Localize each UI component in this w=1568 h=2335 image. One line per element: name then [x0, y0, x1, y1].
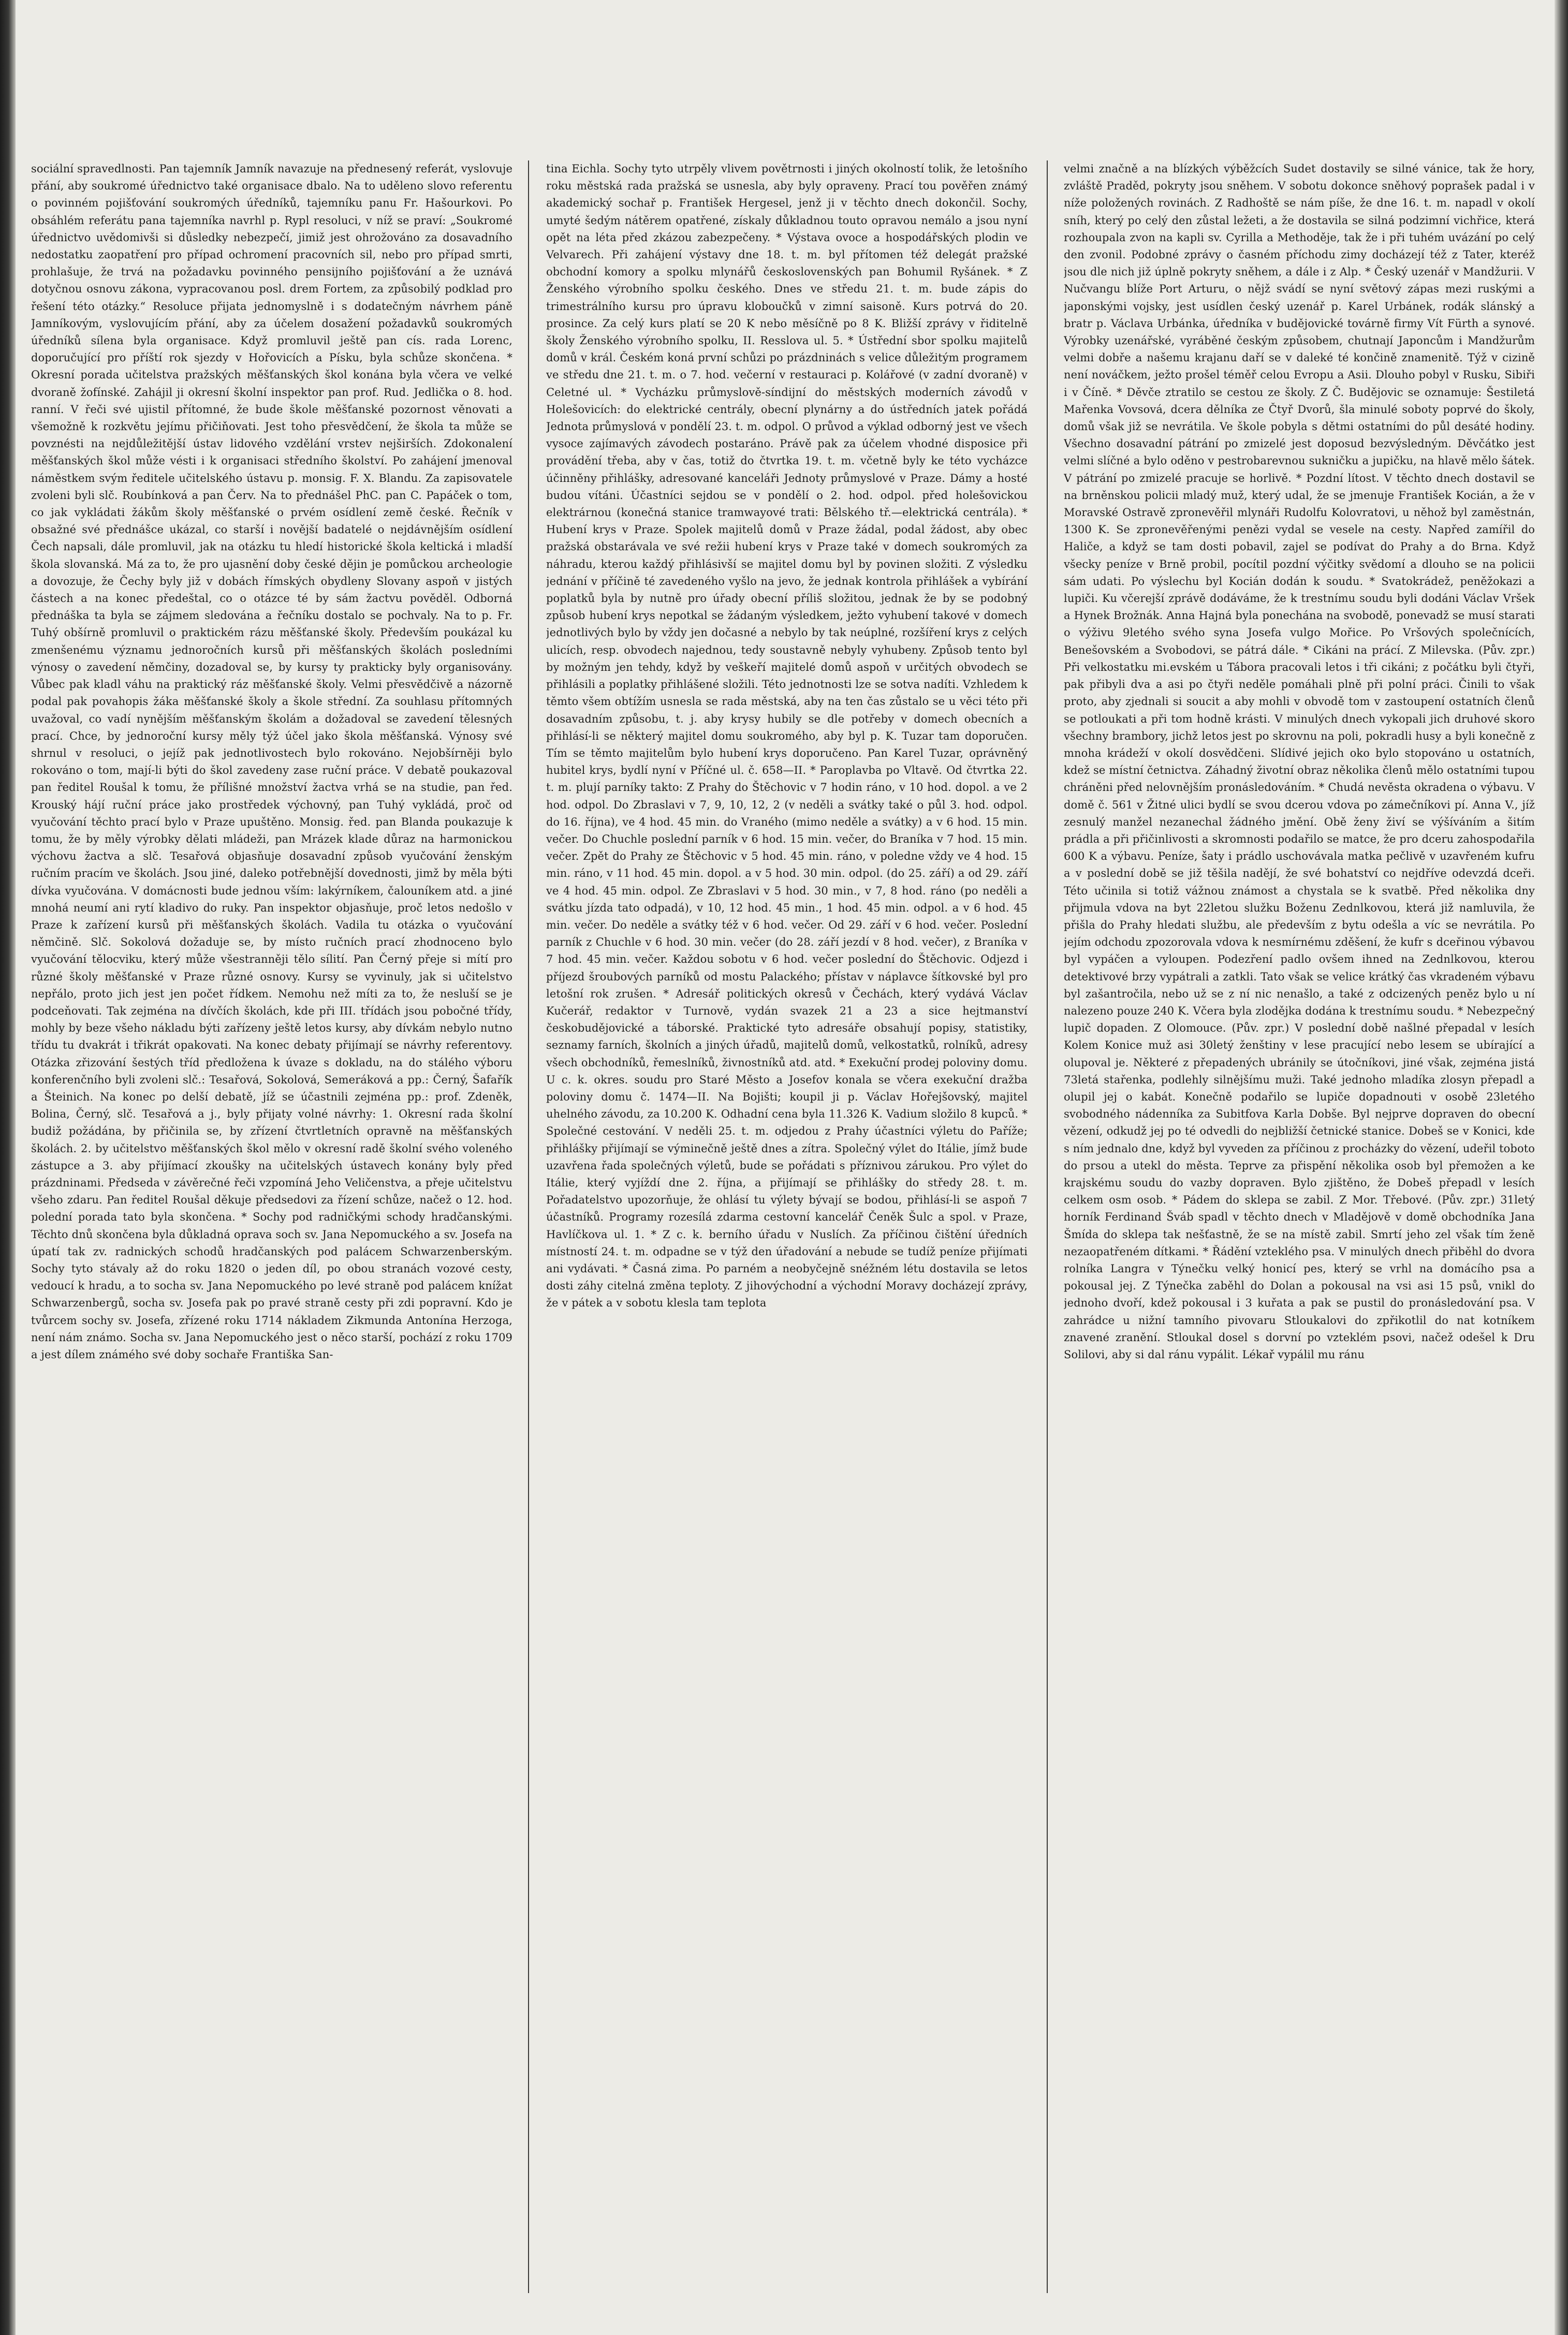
- column-3-text: velmi značně a na blízkých výběžcích Sudet dostavily se silné vánice, tak že hory, zvláště Praděd, pokryty jsou sněhem. V sobotu dokonce sněhový poprašek padal i v níže položených rovinách. Z Radhoště se nám píše, že dne 16. t. m. napadl v okolí sníh, který po celý den zůstal ležeti, a že dostavila se silná podzimní vichřice, která rozhoupala zvon na kapli sv. Cyrilla a Methoděje, tak že i při tuhém uvázání po celý den zvonil. Podobné zprávy o časném příchodu zimy docházejí též z Tater, kteréž jsou dle nich již úplně pokryty sněhem, a dále i z Alp. * Český uzenář v Mandžurii. V Nučvangu blíže Port Arturu, o nějž svádí se nyní světový zápas mezi ruskými a japonskými vojsky, jest usídlen český uzenář p. Karel Urbánek, rodák slánský a bratr p. Václava Urbánka, úředníka v budějovické továrně firmy Vít Fürth a synové. Výrobky uzenářské, vyráběné českým způsobem, chutnají Japoncům i Mandžurům velmi dobře a našemu krajanu daří se v daleké té končině znamenitě. Týž v cizině není nováčkem, ježto prošel téměř celou Evropu a Asii. Dlouho pobyl v Rusku, Sibiři i v Číně. * Děvče ztratilo se cestou ze školy. Z Č. Budějovic se oznamuje: Šestiletá Mařenka Vovsová, dcera dělníka ze Čtyř Dvorů, šla minulé soboty poprvé do školy, domů však již se nevrátila. Ve škole pobyla s dětmi ostatními do půl desáté hodiny. Všechno dosavadní pátrání po zmizelé jest doposud bezvýsledným. Děvčátko jest velmi slíčné a bylo oděno v pestrobarevnou sukničku a jupičku, na hlavě mělo šátek. V pátrání po zmizelé pracuje se horlivě. * Pozdní lítost. V těchto dnech dostavil se na brněnskou policii mladý muž, který udal, že se jmenuje František Kocián, a že v Moravské Ostravě zpronevěřil mlynáři Rudolfu Kolovratovi, u něhož byl zaměstnán, 1300 K. Se zpronevěřenými penězi vydal se vesele na cesty. Napřed zamířil do Haliče, a když se tam dosti pobavil, zajel se podívat do Prahy a do Brna. Když všecky peníze v Brně probil, pocítil pozdní výčitky svědomí a dlouho se na policii sám udati. Po výslechu byl Kocián dodán k soudu. * Svatokrádež, peněžokazi a lupiči. Ku včerejší zprávě dodáváme, že k trestnímu soudu byli dodáni Václav Vršek a Hynek Brožnák. Anna Hajná byla ponechána na svobodě, ponevadž se musí starati o výživu 9letého svého syna Josefa vulgo Mořice. Po Vršových společnících, Benešovském a Svobodovi, se pátrá dále. * Cikáni na prácí. Z Milevska. (Pův. zpr.) Při velkostatku mi.evském u Tábora pracovali letos i tři cikáni; z počátku byli čtyři, pak přibyli dva a asi po čtyři neděle pomáhali plně při polní práci. Činili to však proto, aby zjednali si soucit a aby mohli v obvodě tom v zastoupení ostatních členů se potloukati a při tom hodně krásti. V minulých dnech vykopali jich druhové skoro všechny brambory, jichž letos jest po skrovnu na poli, pokradli husy a byli konečně z mnoha krádeží v okolí dosvědčeni. Slídivé jejich oko bylo stopováno u ostatních, kdež se místní četnictva. Záhadný životní obraz několika členů mělo ostatními tupou chráněni před nelovnějším pronásledováním. * Chudá nevěsta okradena o výbavu. V domě č. 561 v Žitné ulici bydlí se svou dcerou vdova po zámečníkovi pí. Anna V., jíž zesnulý manžel nezanechal žádného jmění. Obě ženy živí se výšíváním a šitím prádla a při přičinlivosti a skromnosti podařilo se matce, že pro dceru zahospodařila 600 K a výbavu. Peníze, šaty i prádlo uschovávala matka pečlivě v uzavřeném kufru a v poslední době se již těšila nadějí, že své bohatství co nejdříve odevzdá dceři. Této učinila si totiž vážnou známost a chystala se k svatbě. Před několika dny přijmula vdova na byt 22letou služku Boženu Zednlkovou, která již namluvila, že přišla do Prahy hledati službu, ale především z bytu odešla a víc se nevrátila. Po jejím odchodu zpozorovala vdova k nesmírnému zděšení, že kufr s dceřinou výbavou byl vypáčen a vyloupen. Podezření padlo ovšem ihned na Zednlkovou, kterou detektivové brzy vypátrali a zatkli. Tato však se velice krátký čas vkradeném výbavu byl zašantročila, nebo už se z ní nic nenašlo, a také z odcizených peněz bylo u ní nalezeno pouze 240 K. Včera byla zlodějka dodána k trestnímu soudu. * Nebezpečný lupič dopaden. Z Olomouce. (Pův. zpr.) V poslední době našlné přepadal v lesích Kolem Konice muž asi 30letý ženštiny v lese pracující nebo lesem se ubírající a olupoval je. Některé z přepadených ubránily se útočníkovi, jiné však, zejména jistá 73letá stařenka, podlehly silnějšímu muži. Také jednoho mladíka zlosyn přepadl a olupil jej o kabát. Konečně podařilo se lupiče dopadnouti v osobě 23letého svobodného nádenníka za Subitfova Karla Dobše. Byl nejprve dopraven do obecní vězení, odkudž jej po té odvedli do nejbližší četnické stanice. Dobeš se v Konici, kde s ním jednalo dne, když byl vyveden za příčinou z procházky do vězení, udeřil toboto do prsou a utekl do města. Teprve za přispění několika osob byl přemožen a ke krajskému soudu do vazby dopraven. Bylo zjištěno, že Dobeš přepadl v lesích celkem osm osob. * Pádem do sklepa se zabil. Z Mor. Třebové. (Pův. zpr.) 31letý horník Ferdinand Šváb spadl v těchto dnech v Mladějově v domě obchodníka Jana Šmída do sklepa tak nešťastně, že se na místě zabil. Smrtí jeho zel však tím ženě nezaopatřeném dítkami. * Řádění vzteklého psa. V minulých dnech přiběhl do dvora rolníka Langra v Týnečku velký honicí pes, který se vrhl na domácího psa a pokousal jej. Z Týnečka zaběhl do Dolan a pokousal na vsi asi 15 psů, vnikl do jednoho dvoří, kdež pokousal i 3 kuřata a pak se pustil do pronásledování psa. V zahrádce u nižní tamního pivovaru Stloukalovi do zpřikotlil do nat kotníkem znavené zranění. Stloukal dosel s dorvní po vzteklém psovi, načež odešel k Dru Solilovi, aby si dal ránu vypálit. Lékař vypálil mu ránu: [1064, 163, 1535, 1361]
- column-2-text: tina Eichla. Sochy tyto utrpěly vlivem povětrnosti i jiných okolností tolik, že letošního roku městská rada pražská se usnesla, aby byly opraveny. Prací tou pověřen známý akademický sochař p. František Hergesel, jenž ji v těchto dnech dokončil. Sochy, umyté šedým nátěrem opatřené, získaly důkladnou touto opravou nemálo a jsou nyní opět na léta před zkázou zabezpečeny. * Výstava ovoce a hospodářských plodin ve Velvarech. Při zahájení výstavy dne 18. t. m. byl přítomen též delegát pražské obchodní komory a spolku mlynářů československých pan Bohumil Ryšánek. * Z Ženského výrobního spolku českého. Dnes ve středu 21. t. m. bude zápis do trimestrálního kursu pro úpravu kloboučků v zimní saisoně. Kurs potrvá do 20. prosince. Za celý kurs platí se 20 K nebo měsíčně po 8 K. Bližší zprávy v řiditelně školy Ženského výrobního spolku, II. Resslova ul. 5. * Ústřední sbor spolku majitelů domů v král. Českém koná první schůzi po prázdninách s velice důležitým programem ve středu dne 21. t. m. o 7. hod. večerní v restauraci p. Kolářové (v zadní dvoraně) v Celetné ul. * Vycházku průmyslově-síndijní do městských moderních závodů v Holešovicích: do elektrické centrály, obecní plynárny a do ústředních jatek pořádá Jednota průmyslová v pondělí 23. t. m. odpol. O průvod a výklad odborný jest ve všech vysoce zajímavých závodech postaráno. Právě pak za účelem vhodné disposice při provádění třeba, aby v čas, totiž do čtvrtka 19. t. m. včetně byly ke této vycházce účinněny přihlášky, adresované kanceláři Jednoty průmyslové v Praze. Dámy a hosté budou vítáni. Účastníci sejdou se v pondělí o 2. hod. odpol. před holešovickou elektrárnou (konečná stanice tramwayové trati: Bělského tř.—elektrická centrála). * Hubení krys v Praze. Spolek majitelů domů v Praze žádal, podal žádost, aby obec pražská obstarávala ve své režii hubení krys v Praze také v domech soukromých za náhradu, kterou každý přihlásivší se majitel domu byl by povinen složiti. Z výsledku jednání v příčině té zavedeného vyšlo na jevo, že jednak kontrola přihlášek a vybírání poplatků byla by nutně pro úřady obecní příliš složitou, jednak že by se podobný způsob hubení krys nepotkal se žádaným výsledkem, ježto vyhubení takové v domech jednotlivých bylo by vždy jen dočasné a nebylo by tak neúplné, rozšíření krys z celých ulicích, resp. obvodech najednou, tedy soustavně nebyly vyhubeny. Způsob tento byl by možným jen tehdy, když by veškeří majitelé domů aspoň v určitých obvodech se přihlásili a poplatky přihlášené složili. Této jednotnosti lze se sotva nadíti. Vzhledem k těmto všem obtížím usnesla se rada městská, aby na ten čas zůstalo se u věci této při dosavadním způsobu, t. j. aby krysy hubily se dle potřeby v domech obecních a přihlásí-li se některý majitel domu soukromého, aby byl p. K. Tuzar tam doporučen. Tím se těmto majitelům bylo hubení krys doporučeno. Pan Karel Tuzar, oprávněný hubitel krys, bydlí nyní v Příčné ul. č. 658—II. * Paroplavba po Vltavě. Od čtvrtka 22. t. m. plují parníky takto: Z Prahy do Štěchovic v 7 hodin ráno, v 10 hod. dopol. a ve 2 hod. odpol. Do Zbraslavi v 7, 9, 10, 12, 2 (v neděli a svátky také o půl 3. hod. odpol. do 16. října), ve 4 hod. 45 min. do Vraného (mimo neděle a svátky) a v 6 hod. 15 min. večer. Do Chuchle poslední parník v 6 hod. 15 min. večer, do Braníka v 7 hod. 15 min. večer. Zpět do Prahy ze Štěchovic v 5 hod. 45 min. ráno, v poledne vždy ve 4 hod. 15 min. ráno, v 11 hod. 45 min. dopol. a v 5 hod. 30 min. odpol. (do 25. září) a od 29. září ve 4 hod. 45 min. odpol. Ze Zbraslavi v 5 hod. 30 min., v 7, 8 hod. ráno (po neděli a svátku jízda tato odpadá), v 10, 12 hod. 45 min., 1 hod. 45 min. odpol. a v 6 hod. 45 min. večer. Do neděle a svátky též v 6 hod. večer. Od 29. září v 6 hod. večer. Poslední parník z Chuchle v 6 hod. 30 min. večer (do 28. září jezdí v 8 hod. večer), z Braníka v 7 hod. 45 min. večer. Každou sobotu v 6 hod. večer poslední do Štěchovic. Odjezd i příjezd šroubových parníků od mostu Palackého; přístav v náplavce šítkovské byl pro letošní rok zrušen. * Adresář politických okresů v Čechách, který vydává Václav Kučerář, redaktor v Turnově, vydán svazek 21 a 23 a sice hejtmanství českobudějovické a táborské. Praktické tyto adresáře obsahují popisy, statistiky, seznamy farních, školních a jiných úřadů, majitelů domů, velkostatků, rolníků, adresy všech obchodníků, řemeslníků, živnostníků atd. atd. * Exekuční prodej poloviny domu. U c. k. okres. soudu pro Staré Město a Josefov konala se včera exekuční dražba poloviny domu č. 1474—II. Na Bojišti; koupil ji p. Václav Hořejšovský, majitel uhelného závodu, za 10.200 K. Odhadní cena byla 11.326 K. Vadium složilo 8 kupců. * Společné cestování. V neděli 25. t. m. odjedou z Prahy účastníci výletu do Paříže; přihlášky přijímají se výminečně ještě dnes a zítra. Společný výlet do Itálie, jímž bude uzavřena řada společných výletů, bude se pořádati s příznivou zárukou. Pro výlet do Itálie, který vyjíždí dne 2. října, a přijímají se přihlášky do středy 28. t. m. Pořadatelstvo upozorňuje, že ohlásí tu výlety bývají se bodou, přihlásí-li se aspoň 7 účastníků. Programy rozesílá zdarma cestovní kancelář Čeněk Šulc a spol. v Praze, Havlíčkova ul. 1. * Z c. k. berního úřadu v Nuslích. Za příčinou čištění úředních místností 24. t. m. odpadne se v týž den úřadování a nebude se tudíž peníze přijímati ani vydávati. * Časná zima. Po parném a neobyčejně snéžném létu dostavila se letos dosti záhy citelná změna teploty. Z jihovýchodní a východní Moravy docházejí zprávy, že v pátek a v sobotu klesla tam teplota: [546, 163, 1028, 1310]
- article-column-2: [546, 160, 1028, 2293]
- newspaper-page: [31, 0, 1537, 2335]
- article-column-1: [31, 160, 512, 2293]
- article-column-3: [1064, 160, 1535, 2293]
- column-divider-2: [1047, 160, 1048, 2293]
- scan-edge-right: [1555, 0, 1568, 2335]
- column-divider-1: [528, 160, 529, 2293]
- column-1-text: sociální spravedlnosti. Pan tajemník Jamník navazuje na přednesený referát, vyslovuje přání, aby soukromé úřednictvo také organisace dbalo. Na to uděleno slovo referentu o povinném pojišťování soukromých úředníků, tajemníku panu Fr. Hašourkovi. Po obsáhlém referátu pana tajemníka navrhl p. Rypl resoluci, v níž se praví: „Soukromé úřednictvo uvědomivši si důsledky nebezpečí, jimiž jest ohrožováno za dosavadního nedostatku zaopatření pro případ ochromení pracovních sil, nebo pro případ smrti, prohlašuje, že trvá na požadavku povinného pensijního pojišťování a že uznává dotyčnou osnovu zákona, vypracovanou posl. drem Fortem, za způsobilý podklad pro řešení této otázky.“ Resoluce přijata jednomyslně i s dodatečným návrhem páně Jamníkovým, vyslovujícím přání, aby za účelem dosažení požadavků soukromých úředníků sílena byla organisace. Když promluvil ještě pan cís. rada Lorenc, doporučující pro příští rok sjezdy v Hořovicích a Písku, byla schůze skončena. * Okresní porada učitelstva pražských měšťanských škol konána byla včera ve velké dvoraně žofínské. Zahájil ji okresní školní inspektor pan prof. Rud. Jedlička o 8. hod. ranní. V řeči své ujistil přítomné, že bude škole měšťanské pozornost věnovati a všemožně k rozkvětu jejímu přičiňovati. Jest toho přesvědčení, že škola ta může se povznésti na nejdůležitější ústav lidového vzdělání vrstev nejširších. Zdokonalení měšťanských škol může vésti i k organisaci středního školství. Po zahájení jmenoval náměstkem svým ředitele učitelského ústavu p. monsig. F. X. Blandu. Za zapisovatele zvoleni byli slč. Roubínková a pan Červ. Na to přednášel PhC. pan C. Papáček o tom, co jak vykládati žákům školy měšťanské o prvém osídlení země české. Řečník v obsažné své přednášce ukázal, co starší i novější badatelé o nejdávnějším osídlení Čech napsali, dále promluvil, jak na otázku tu hledí historické škola keltická i mladší škola slovanská. Má za to, že pro ujasnění doby české dějin je pomůckou archeologie a dovozuje, že Čechy byly již v dobách římských obydleny Slovany aspoň v jistých částech a na konec předeštal, co o otázce té by sám žactvu pověděl. Odborná přednáška ta byla se zájmem sledována a řečníku dostalo se pochvaly. Na to p. Fr. Tuhý obšírně promluvil o praktickém rázu měšťanské školy. Především poukázal ku zmenšenému významu jednoročních kursů při měšťanských školách posledními výnosy o zavedení němčiny, dozadoval se, by kursy ty prakticky byly organisovány. Vůbec pak kladl váhu na praktický ráz měšťanské školy. Velmi přesvědčivě a názorně podal pak povahopis žáka měšťanské školy a škole střední. Za souhlasu přítomných uvažoval, co vadí nynějším měšťanským školám a dožadoval se zavedení tělesných prací. Chce, by jednoroční kursy měly týž účel jako škola měšťanská. Výnosy své shrnul v resoluci, o jejíž pak jednotlivostech bylo rokováno. Nejobšírněji bylo rokováno o tom, mají-li býti do škol zavedeny zase ruční práce. V debatě poukazoval pan ředitel Roušal k tomu, že přílišné množství žactva vrhá se na studie, pan řed. Krouský hájí ruční práce jako prostředek výchovný, pan Tuhý vykládá, proč od vyučování těchto prací bylo v Praze upuštěno. Monsig. řed. pan Blanda poukazuje k tomu, že by měly výrobky dělati mládeži, pan Mrázek klade důraz na harmonickou výchovu žactva a slč. Tesařová objasňuje dosavadní způsob vyučování ženským ručním pracím ve školách. Jsou jiné, daleko potřebnější dovednosti, jimž by měla býti dívka vyučována. V domácnosti bude jednou vším: lakýrníkem, čalouníkem atd. a jiné mnohá neumí ani rytí kladivo do ruky. Pan inspektor objasňuje, proč letos nedošlo v Praze k zařízení kursů při měšťanských školách. Vadila tu otázka o vyučování němčině. Slč. Sokolová dožaduje se, by místo ručních prací zhodnoceno bylo vyučování tělocviku, který může všestranněji tělo sílití. Pan Černý přeje si mítí pro různé školy měšťanské v Praze různé osnovy. Kursy se vyvinuly, jak si učitelstvo nepřálo, proto jich jest jen počet řídkem. Nemohu než míti za to, že nesluší se je podceňovati. Tak zejména na dívčích školách, kde při III. třídách jsou pobočné třídy, mohly by beze všeho nákladu býti zařízeny ještě letos kursy, aby dívkám nebylo nutno třídu tu dvakrát i třikrát opakovati. Na konec debaty přijímají se návrhy referentovy. Otázka zřizování šestých tříd předložena k úvaze s dokladu, na do stálého výboru konferenčního byli zvoleni slč.: Tesařová, Sokolová, Semeráková a pp.: Černý, Šafařík a Šteinich. Na konec po delší debatě, jíž se účastnili zejména pp.: prof. Zdeněk, Bolina, Černý, slč. Tesařová a j., byly přijaty volné návrhy: 1. Okresní rada školní budiž požádána, by přičinila se, by zřízení čtvrtletních opravně na měšťanských školách. 2. by učitelstvo měšťanských škol mělo v okresní radě školní svého voleného zástupce a 3. aby přijímací zkoušky na učitelských ústavech konány byly před prázdninami. Předseda v závěrečné řeči vzpomíná Jeho Veličenstva, a přeje učitelstvu všeho zdaru. Pan ředitel Roušal děkuje předsedovi za řízení schůze, načež o 12. hod. polední porada tato byla skončena. * Sochy pod radničkými schody hradčanskými. Těchto dnů skončena byla důkladná oprava soch sv. Jana Nepomuckého a sv. Josefa na úpatí tak zv. radnických schodů hradčanských pod palácem Schwarzenberským. Sochy tyto stávaly až do roku 1820 o jeden díl, po obou stranách vozové cesty, vedoucí k hradu, a to socha sv. Jana Nepomuckého po levé straně pod palácem knížat Schwarzenbergů, socha sv. Josefa pak po pravé straně cesty při zdi popravní. Kdo je tvůrcem sochy sv. Josefa, zřízené roku 1714 nákladem Zikmunda Antonína Herzoga, není nám známo. Socha sv. Jana Nepomuckého jest o něco starší, pochází z roku 1709 a jest dílem známého své doby sochaře Františka San-: [31, 163, 512, 1361]
- scan-edge-left: [0, 0, 16, 2335]
